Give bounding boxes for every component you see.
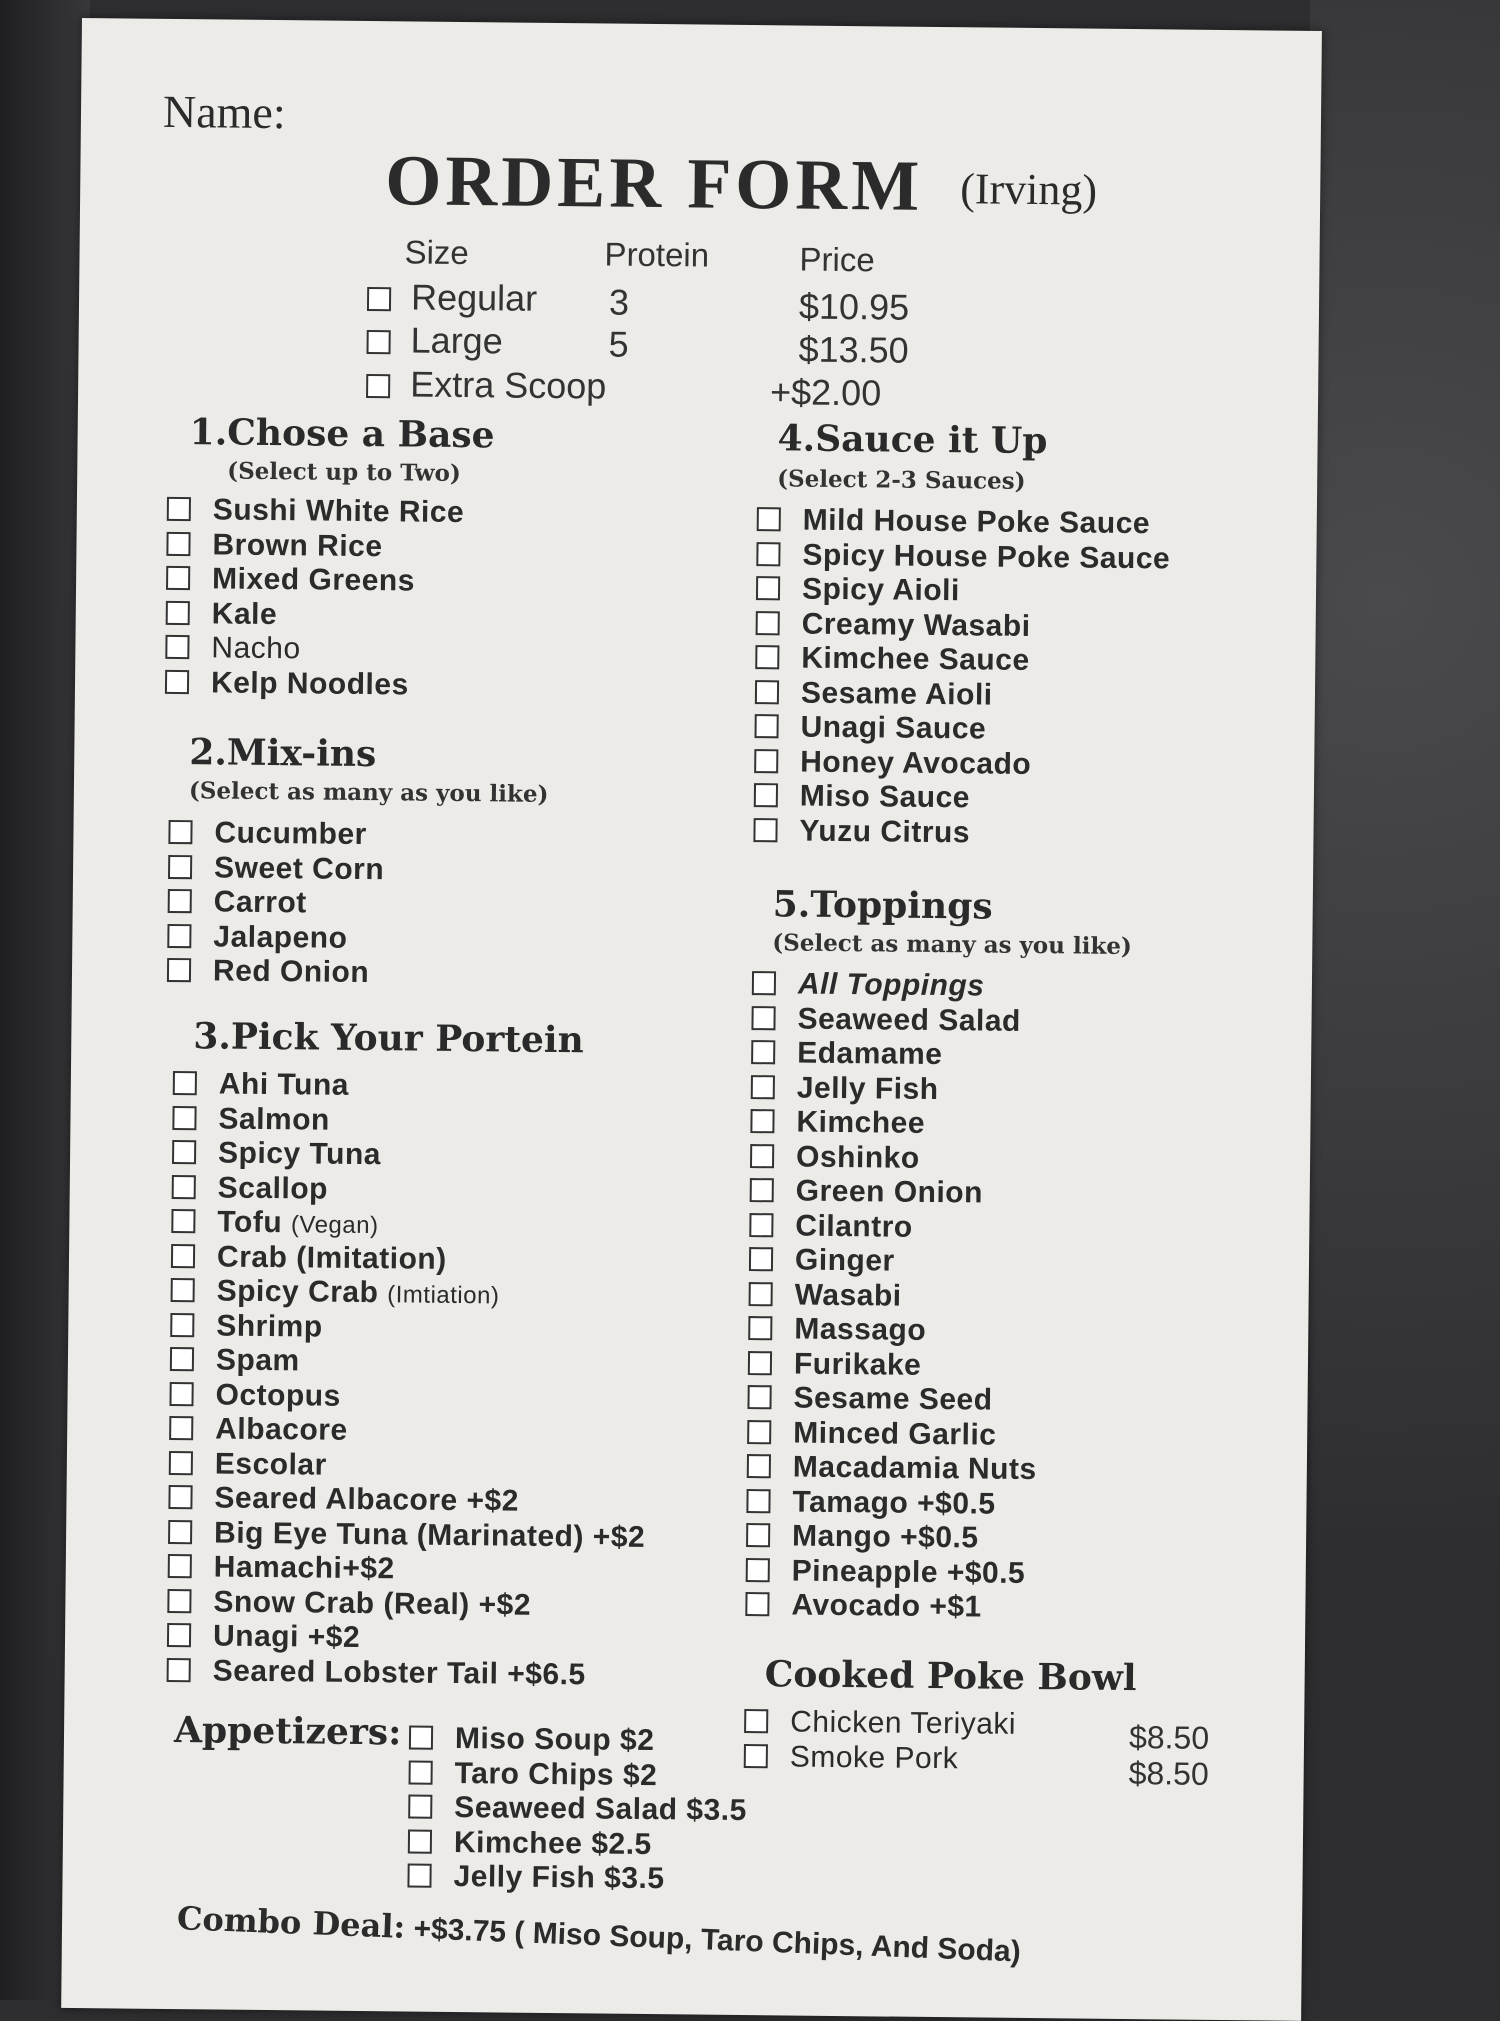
base-item[interactable]: Nacho: [165, 631, 463, 669]
checkbox-icon[interactable]: [749, 1213, 773, 1237]
base-note: (Select up to Two): [227, 457, 461, 487]
price-header: Price: [799, 240, 875, 279]
protein-header: Protein: [604, 235, 710, 274]
size-row-large[interactable]: [366, 319, 503, 362]
cooked-title: Cooked Poke Bowl: [764, 1653, 1137, 1700]
appetizer-item[interactable]: Seaweed Salad $3.5: [408, 1791, 747, 1829]
toppings-list: [745, 967, 1042, 1625]
size-large-price: $13.50: [798, 328, 909, 371]
checkbox-icon[interactable]: [750, 1178, 774, 1202]
base-item[interactable]: Brown Rice: [166, 527, 464, 565]
checkbox-icon[interactable]: [754, 714, 778, 738]
checkbox-icon[interactable]: [167, 497, 191, 521]
mixin-item[interactable]: Cucumber: [168, 816, 384, 853]
appetizers-list: [407, 1722, 747, 1898]
size-large-label: Large: [410, 319, 503, 362]
checkbox-icon[interactable]: [755, 680, 779, 704]
sauce-title: 4.Sauce it Up: [777, 417, 1048, 463]
protein-item[interactable]: Seared Lobster Tail +$6.5: [167, 1653, 644, 1692]
mixin-item[interactable]: Red Onion: [167, 954, 383, 991]
sauce-item[interactable]: Creamy Wasabi: [756, 607, 1170, 646]
checkbox-icon[interactable]: [749, 1282, 773, 1306]
sauce-item[interactable]: Miso Sauce: [754, 779, 1168, 818]
topping-item[interactable]: Massago: [748, 1312, 1038, 1350]
appetizers-title: Appetizers:: [173, 1709, 402, 1754]
form-location: (Irving): [960, 164, 1098, 215]
checkbox-icon[interactable]: [409, 1760, 433, 1784]
mixin-item[interactable]: Jalapeno: [167, 919, 383, 956]
base-item[interactable]: Mixed Greens: [166, 562, 464, 600]
protein-item[interactable]: Tofu (Vegan): [171, 1205, 648, 1244]
mixins-title: 2.Mix-ins: [189, 731, 377, 776]
protein-item[interactable]: Scallop: [172, 1171, 649, 1210]
checkbox-icon[interactable]: [166, 566, 190, 590]
topping-item[interactable]: Edamame: [751, 1036, 1041, 1074]
topping-item[interactable]: Minced Garlic: [747, 1416, 1037, 1454]
checkbox-icon[interactable]: [168, 855, 192, 879]
checkbox-icon[interactable]: [171, 1278, 195, 1302]
base-item[interactable]: Kale: [166, 596, 464, 634]
checkbox-icon[interactable]: [407, 1864, 431, 1888]
checkbox-icon[interactable]: [166, 600, 190, 624]
checkbox-icon[interactable]: [755, 645, 779, 669]
checkbox-icon[interactable]: [750, 1144, 774, 1168]
sauce-item[interactable]: Mild House Poke Sauce: [757, 503, 1171, 542]
cooked-price-chicken: $8.50: [1128, 1719, 1210, 1756]
mixin-item[interactable]: Sweet Corn: [168, 850, 384, 887]
sauce-item[interactable]: Spicy House Poke Sauce: [756, 538, 1170, 577]
form-title: ORDER FORM: [384, 140, 924, 226]
sauce-item[interactable]: Kimchee Sauce: [755, 641, 1169, 680]
checkbox-icon[interactable]: [172, 1175, 196, 1199]
checkbox-icon[interactable]: [169, 1416, 193, 1440]
protein-item[interactable]: Unagi +$2: [167, 1619, 644, 1658]
topping-item[interactable]: Avocado +$1: [745, 1588, 1035, 1626]
checkbox-icon[interactable]: [751, 1075, 775, 1099]
checkbox-icon[interactable]: [167, 1658, 191, 1682]
topping-item[interactable]: Tamago +$0.5: [746, 1485, 1036, 1523]
sauce-note: (Select 2-3 Sauces): [777, 465, 1026, 495]
checkbox-icon[interactable]: [747, 1385, 771, 1409]
topping-item[interactable]: Cilantro: [749, 1209, 1039, 1247]
checkbox-icon[interactable]: [171, 1209, 195, 1233]
checkbox-icon[interactable]: [408, 1795, 432, 1819]
cooked-item[interactable]: Smoke Pork: [744, 1740, 1016, 1777]
size-large-checkbox[interactable]: [366, 330, 390, 354]
toppings-title: 5.Toppings: [772, 883, 993, 928]
checkbox-icon[interactable]: [409, 1726, 433, 1750]
checkbox-icon[interactable]: [756, 611, 780, 635]
checkbox-icon[interactable]: [748, 1316, 772, 1340]
topping-item[interactable]: Jelly Fish: [751, 1071, 1041, 1109]
protein-list: [167, 1067, 651, 1693]
protein-item[interactable]: Octopus: [169, 1377, 646, 1416]
topping-item[interactable]: All Toppings: [752, 967, 1042, 1005]
checkbox-icon[interactable]: [167, 958, 191, 982]
topping-item[interactable]: Kimchee: [750, 1105, 1040, 1143]
checkbox-icon[interactable]: [746, 1558, 770, 1582]
topping-item[interactable]: Pineapple +$0.5: [746, 1554, 1036, 1592]
protein-item[interactable]: Big Eye Tuna (Marinated) +$2: [168, 1515, 645, 1554]
size-regular-price: $10.95: [798, 285, 910, 328]
mixins-note: (Select as many as you like): [188, 777, 549, 808]
checkbox-icon[interactable]: [748, 1351, 772, 1375]
checkbox-icon[interactable]: [756, 542, 780, 566]
toppings-note: (Select as many as you like): [772, 929, 1133, 961]
mixins-list: [167, 816, 385, 991]
checkbox-icon[interactable]: [170, 1347, 194, 1371]
checkbox-icon[interactable]: [756, 576, 780, 600]
size-row-regular[interactable]: [367, 276, 538, 320]
name-label: Name:: [162, 85, 286, 139]
checkbox-icon[interactable]: [749, 1247, 773, 1271]
protein-item[interactable]: Spam: [170, 1343, 647, 1382]
combo-label: Combo Deal:: [176, 1899, 407, 1946]
protein-item[interactable]: Spicy Crab (Imtiation): [170, 1274, 647, 1313]
protein-item[interactable]: Crab (Imitation): [171, 1240, 648, 1279]
size-extra-scoop-label: Extra Scoop: [409, 363, 607, 407]
checkbox-icon[interactable]: [745, 1592, 769, 1616]
background-right: [1310, 0, 1500, 2000]
cooked-item[interactable]: Chicken Teriyaki: [744, 1705, 1016, 1742]
checkbox-icon[interactable]: [747, 1454, 771, 1478]
checkbox-icon[interactable]: [746, 1523, 770, 1547]
size-extra-scoop-checkbox[interactable]: [366, 374, 390, 398]
combo-deal: [176, 1899, 1021, 1969]
topping-item[interactable]: Mango +$0.5: [746, 1519, 1036, 1557]
sauce-item[interactable]: Spicy Aioli: [756, 572, 1170, 611]
topping-item[interactable]: Furikake: [748, 1347, 1038, 1385]
topping-item[interactable]: Green Onion: [750, 1174, 1040, 1212]
base-item[interactable]: Kelp Noodles: [165, 665, 463, 703]
base-title: 1.Chose a Base: [189, 411, 495, 457]
topping-item[interactable]: Sesame Seed: [747, 1381, 1037, 1419]
size-regular-label: Regular: [410, 276, 538, 319]
topping-item[interactable]: Macadamia Nuts: [747, 1450, 1037, 1488]
checkbox-icon[interactable]: [168, 820, 192, 844]
checkbox-icon[interactable]: [167, 1623, 191, 1647]
appetizer-item[interactable]: Taro Chips $2: [408, 1756, 747, 1794]
size-extra-scoop-price: +$2.00: [769, 371, 882, 414]
sauce-item[interactable]: Sesame Aioli: [755, 676, 1169, 715]
checkbox-icon[interactable]: [747, 1420, 771, 1444]
checkbox-icon[interactable]: [167, 924, 191, 948]
protein-item[interactable]: Hamachi+$2: [168, 1550, 645, 1589]
protein-title: 3.Pick Your Portein: [193, 1015, 584, 1062]
size-row-extra-scoop[interactable]: [366, 363, 607, 408]
topping-item[interactable]: Ginger: [749, 1243, 1039, 1281]
checkbox-icon[interactable]: [757, 507, 781, 531]
appetizer-item[interactable]: Kimchee $2.5: [408, 1825, 747, 1863]
checkbox-icon[interactable]: [754, 783, 778, 807]
size-large-protein: 5: [608, 323, 629, 365]
checkbox-icon[interactable]: [168, 1485, 192, 1509]
protein-item[interactable]: Salmon: [172, 1102, 649, 1141]
checkbox-icon[interactable]: [408, 1829, 432, 1853]
checkbox-icon[interactable]: [171, 1244, 195, 1268]
topping-item[interactable]: Seaweed Salad: [751, 1002, 1041, 1040]
topping-item[interactable]: Wasabi: [748, 1278, 1038, 1316]
checkbox-icon[interactable]: [746, 1489, 770, 1513]
base-item[interactable]: Sushi White Rice: [167, 493, 465, 531]
size-regular-checkbox[interactable]: [367, 287, 391, 311]
checkbox-icon[interactable]: [752, 971, 776, 995]
protein-item[interactable]: Spicy Tuna: [172, 1136, 649, 1175]
checkbox-icon[interactable]: [169, 1382, 193, 1406]
order-form-paper: [61, 18, 1322, 2021]
checkbox-icon[interactable]: [170, 1313, 194, 1337]
checkbox-icon[interactable]: [168, 1554, 192, 1578]
protein-item[interactable]: Snow Crab (Real) +$2: [167, 1584, 644, 1623]
protein-item[interactable]: Shrimp: [170, 1308, 647, 1347]
mixin-item[interactable]: Carrot: [168, 885, 384, 922]
sauce-item[interactable]: Yuzu Citrus: [753, 814, 1167, 853]
checkbox-icon[interactable]: [744, 1709, 768, 1733]
protein-item[interactable]: Albacore: [169, 1412, 646, 1451]
checkbox-icon[interactable]: [168, 1520, 192, 1544]
checkbox-icon[interactable]: [168, 889, 192, 913]
checkbox-icon[interactable]: [753, 818, 777, 842]
protein-item[interactable]: Seared Albacore +$2: [168, 1481, 645, 1520]
sauce-item[interactable]: Honey Avocado: [754, 745, 1168, 784]
checkbox-icon[interactable]: [165, 635, 189, 659]
size-header: Size: [404, 233, 469, 272]
sauce-item[interactable]: Unagi Sauce: [754, 710, 1168, 749]
cooked-price-pork: $8.50: [1128, 1755, 1209, 1792]
checkbox-icon[interactable]: [751, 1006, 775, 1030]
checkbox-icon[interactable]: [173, 1071, 197, 1095]
appetizer-item[interactable]: Miso Soup $2: [409, 1722, 748, 1760]
cooked-list: [744, 1705, 1017, 1777]
protein-item[interactable]: Escolar: [169, 1446, 646, 1485]
checkbox-icon[interactable]: [172, 1140, 196, 1164]
checkbox-icon[interactable]: [169, 1451, 193, 1475]
checkbox-icon[interactable]: [751, 1040, 775, 1064]
appetizer-item[interactable]: Jelly Fish $3.5: [407, 1860, 746, 1898]
sauce-list: [753, 503, 1170, 852]
size-regular-protein: 3: [608, 281, 630, 323]
checkbox-icon[interactable]: [166, 531, 190, 555]
checkbox-icon[interactable]: [754, 749, 778, 773]
combo-text: +$3.75 ( Miso Soup, Taro Chips, And Soda): [412, 1912, 1022, 1969]
protein-item[interactable]: Ahi Tuna: [173, 1067, 650, 1106]
checkbox-icon[interactable]: [165, 669, 189, 693]
checkbox-icon[interactable]: [167, 1589, 191, 1613]
checkbox-icon[interactable]: [172, 1106, 196, 1130]
checkbox-icon[interactable]: [750, 1109, 774, 1133]
topping-item[interactable]: Oshinko: [750, 1140, 1040, 1178]
base-list: [165, 493, 465, 703]
